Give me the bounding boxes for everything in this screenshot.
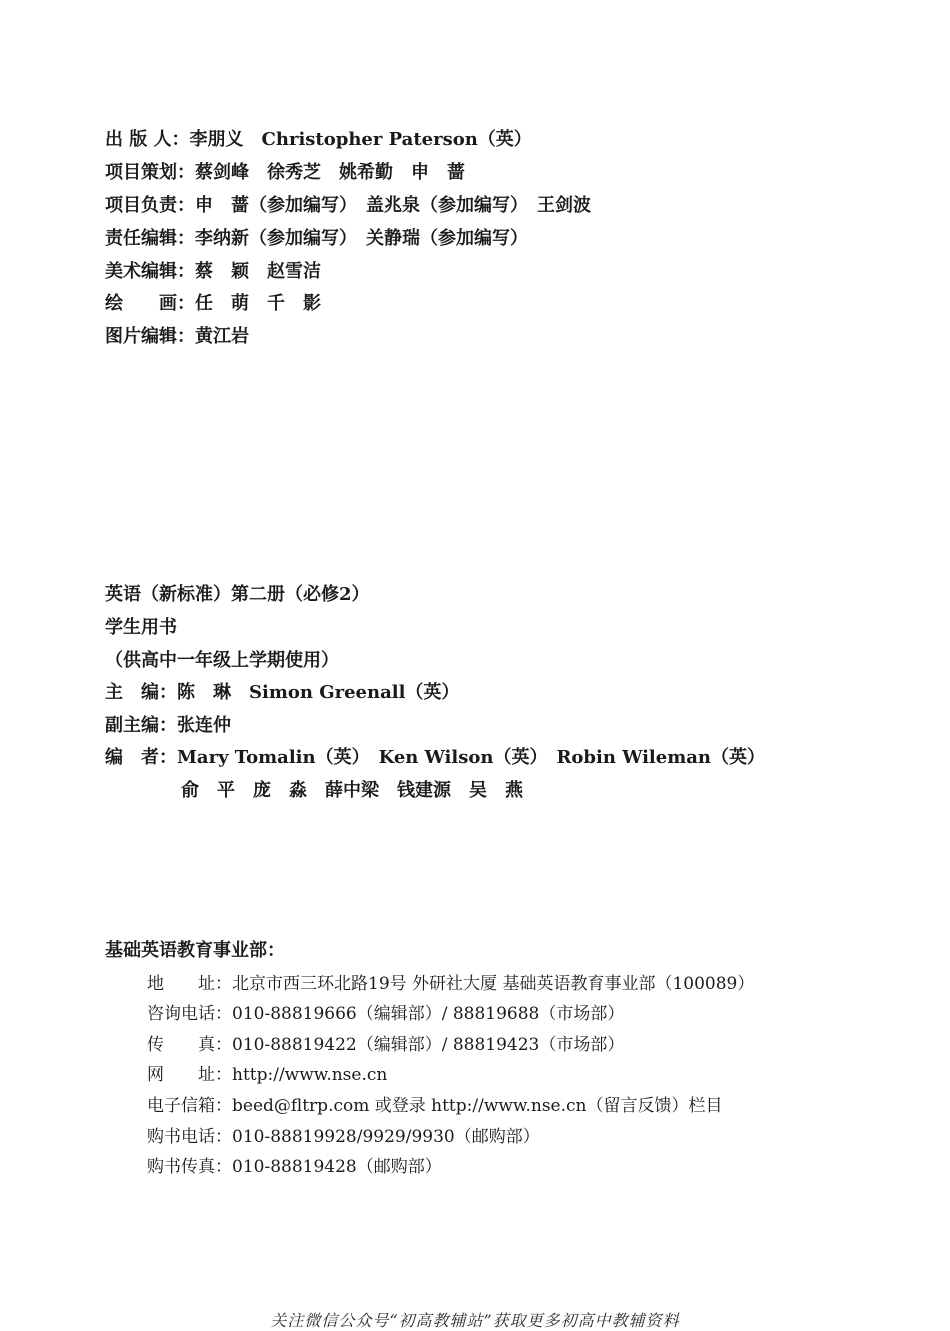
- credit-value: 任 萌 千 影: [195, 293, 321, 314]
- credit-value: 李朋义 Christopher Paterson（英）: [189, 129, 532, 150]
- authors-line1: Mary Tomalin（英） Ken Wilson（英） Robin Wileman（英）: [177, 747, 766, 768]
- credit-label: 图片编辑：: [105, 326, 195, 347]
- credit-label: 美术编辑：: [105, 261, 195, 282]
- credit-row-project-lead: [105, 194, 591, 218]
- contact-label: 网 址：: [147, 1065, 232, 1085]
- contact-row-order-phone: [147, 1125, 540, 1149]
- department-heading: 基础英语教育事业部：: [105, 940, 285, 961]
- contact-label: 传 真：: [147, 1035, 232, 1055]
- contact-row-order-fax: [147, 1155, 442, 1179]
- contact-label: 购书电话：: [147, 1127, 232, 1147]
- credit-value: 蔡 颖 赵雪洁: [195, 261, 321, 282]
- contact-value: 北京市西三环北路19号 外研社大厦 基础英语教育事业部（100089）: [232, 974, 755, 994]
- editor-value: 陈 琳 Simon Greenall（英）: [177, 682, 460, 703]
- credit-value: 黄江岩: [195, 326, 249, 347]
- credit-row-photo-editor: [105, 325, 249, 349]
- book-editor-row: [105, 681, 459, 705]
- contact-label: 地 址：: [147, 974, 232, 994]
- credit-row-art-editor: [105, 260, 321, 284]
- book-authors-row: [105, 746, 765, 770]
- credit-row-planning: [105, 161, 465, 185]
- contact-label: 咨询电话：: [147, 1004, 232, 1024]
- contact-row-email: [147, 1094, 722, 1118]
- contact-value: 010-88819422（编辑部）/ 88819423（市场部）: [232, 1035, 625, 1055]
- credit-label: 出 版 人：: [105, 129, 190, 150]
- credit-row-editor: [105, 227, 528, 251]
- editor-label: 主 编：: [105, 682, 177, 703]
- book-deputy-row: [105, 714, 231, 738]
- contact-value: 010-88819928/9929/9930（邮购部）: [232, 1127, 540, 1147]
- book-title: 英语（新标准）第二册（必修2）: [105, 584, 370, 605]
- contact-row-address: [147, 972, 754, 996]
- contact-value: beed@fltrp.com 或登录 http://www.nse.cn（留言反馈）栏目: [232, 1096, 723, 1116]
- contact-label: 购书传真：: [147, 1157, 232, 1177]
- contact-value: 010-88819428（邮购部）: [232, 1157, 442, 1177]
- credit-label: 项目策划：: [105, 162, 195, 183]
- credit-label: 项目负责：: [105, 195, 195, 216]
- credit-label: 绘 画：: [105, 293, 195, 314]
- contact-label: 电子信箱：: [147, 1096, 232, 1116]
- book-subtitle: 学生用书: [105, 617, 177, 638]
- authors-line2: 俞 平 庞 淼 薛中梁 钱建源 吴 燕: [181, 780, 523, 801]
- credit-value: 蔡剑峰 徐秀芝 姚希勤 申 蔷: [195, 162, 465, 183]
- credit-value: 申 蔷（参加编写） 盖兆泉（参加编写） 王剑波: [195, 195, 591, 216]
- contact-row-website: [147, 1063, 387, 1087]
- contact-row-fax: [147, 1033, 624, 1057]
- book-usage: （供高中一年级上学期使用）: [105, 650, 339, 671]
- deputy-value: 张连仲: [177, 715, 231, 736]
- credit-label: 责任编辑：: [105, 228, 195, 249]
- deputy-label: 副主编：: [105, 715, 177, 736]
- contact-value: http://www.nse.cn: [232, 1065, 388, 1085]
- contact-value: 010-88819666（编辑部）/ 88819688（市场部）: [232, 1004, 625, 1024]
- credit-row-illustration: [105, 292, 321, 316]
- footer-note: 关注微信公众号“初高教辅站”获取更多初高中教辅资料: [270, 1311, 680, 1330]
- credit-row-publisher: [105, 128, 532, 152]
- contact-row-phone: [147, 1002, 624, 1026]
- authors-label: 编 者：: [105, 747, 177, 768]
- credit-value: 李纳新（参加编写） 关静瑞（参加编写）: [195, 228, 528, 249]
